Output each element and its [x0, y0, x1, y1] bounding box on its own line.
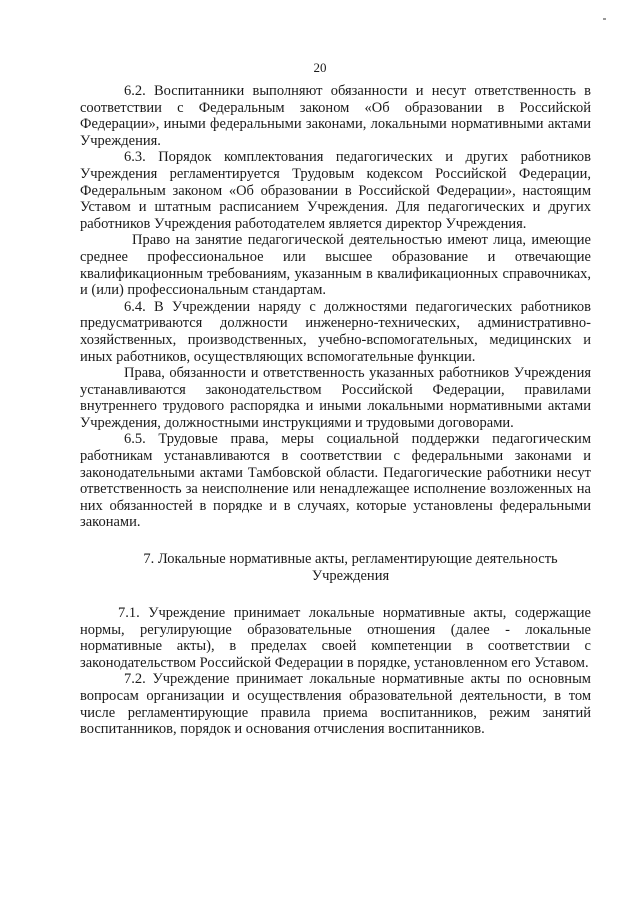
paragraph-6-3-right: Право на занятие педагогической деятельностью имеют лица, имеющие среднее профессиональное или высшее образование и отвечающие квалификационным требованиям, указанным в квалификационных справочниках, и (или) профессиональным стандартам.: [80, 232, 591, 299]
paragraph-6-5: 6.5. Трудовые права, меры социальной поддержки педагогическим работникам устанавливаются в соответствии с федеральными законами и законодательными актами Тамбовской области. Педагогические работники несут ответственность за неисполнение или ненадлежащее исполнение возложенных на них обязанностей в порядке и в случаях, которые установлены федеральными законами.: [80, 431, 591, 531]
document-body: [80, 83, 591, 738]
section-7-heading-line-2: Учреждения: [311, 568, 390, 585]
paragraph-6-2: 6.2. Воспитанники выполняют обязанности и несут ответственность в соответствии с Федеральным законом «Об образовании в Российской Федерации», иными федеральными законами, локальными нормативными актами Учреждения.: [80, 83, 591, 149]
paragraph-6-3: 6.3. Порядок комплектования педагогических и других работников Учреждения регламентируется Трудовым кодексом Российской Федерации, Федеральным законом «Об образовании в Российской Федерации», настоящим Уставом и штатным расписанием Учреждения. Для педагогических и других работников Учреждения работодателем является директор Учреждения.: [80, 149, 591, 232]
section-7-heading-line-1: 7. Локальные нормативные акты, регламентирующие деятельность: [143, 551, 558, 568]
paragraph-6-4: 6.4. В Учреждении наряду с должностями педагогических работников предусматриваются должности инженерно-технических, административно-хозяйственных, производственных, учебно-вспомогательных, медицинских и иных работников, осуществляющих вспомогательные функции.: [80, 298, 591, 365]
paragraph-6-4-rights: Права, обязанности и ответственность указанных работников Учреждения устанавливаются законодательством Российской Федерации, правилами внутреннего трудового распорядка и иными локальными нормативными актами Учреждения, должностными инструкциями и трудовыми договорами.: [80, 365, 591, 431]
page-number: 20: [313, 60, 327, 75]
section-7-heading: [80, 551, 591, 585]
paragraph-7-1: 7.1. Учреждение принимает локальные нормативные акты, содержащие нормы, регулирующие образовательные отношения (далее - локальные нормативные акты), в пределах своей компетенции в соответствии с законодательством Российской Федерации в порядке, установленном его Уставом.: [80, 605, 591, 671]
scan-mark: [603, 18, 606, 20]
paragraph-7-2: 7.2. Учреждение принимает локальные нормативные акты по основным вопросам организации и осуществления образовательной деятельности, в том числе регламентирующие правила приема воспитанников, режим занятий воспитанников, порядок и основания отчисления воспитанников.: [80, 671, 591, 738]
